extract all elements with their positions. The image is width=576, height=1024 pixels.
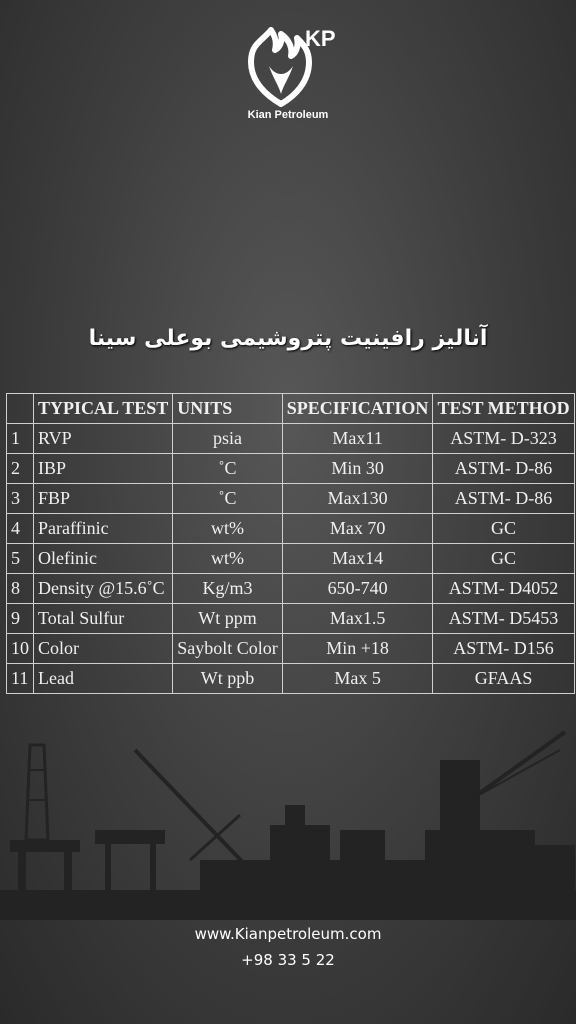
row-spec: Min +18 xyxy=(282,634,433,664)
logo xyxy=(0,22,576,112)
row-spec: Max130 xyxy=(282,484,433,514)
row-method: ASTM- D-86 xyxy=(433,484,574,514)
header-typical-test: TYPICAL TEST xyxy=(34,394,173,424)
row-test: FBP xyxy=(34,484,173,514)
row-test: Olefinic xyxy=(34,544,173,574)
brand-name: Kian Petroleum xyxy=(247,109,329,121)
shield-flame-logo-icon xyxy=(233,22,343,112)
spec-table xyxy=(6,393,575,694)
row-number: 3 xyxy=(7,484,34,514)
row-unit: Wt ppm xyxy=(173,604,283,634)
row-test: Total Sulfur xyxy=(34,604,173,634)
table-row xyxy=(7,664,575,694)
table-row xyxy=(7,544,575,574)
row-test: Color xyxy=(34,634,173,664)
table-row xyxy=(7,484,575,514)
row-unit: ˚C xyxy=(173,454,283,484)
row-test: Lead xyxy=(34,664,173,694)
row-test: RVP xyxy=(34,424,173,454)
row-test: IBP xyxy=(34,454,173,484)
table-row xyxy=(7,454,575,484)
row-number: 8 xyxy=(7,574,34,604)
header-number xyxy=(7,394,34,424)
header-units: UNITS xyxy=(173,394,283,424)
table-row xyxy=(7,604,575,634)
row-method: GC xyxy=(433,514,574,544)
row-spec: Min 30 xyxy=(282,454,433,484)
row-unit: wt% xyxy=(173,544,283,574)
row-unit: wt% xyxy=(173,514,283,544)
row-number: 10 xyxy=(7,634,34,664)
row-method: ASTM- D-86 xyxy=(433,454,574,484)
row-method: ASTM- D4052 xyxy=(433,574,574,604)
row-number: 5 xyxy=(7,544,34,574)
row-unit: ˚C xyxy=(173,484,283,514)
row-number: 9 xyxy=(7,604,34,634)
website-link[interactable]: www.Kianpetroleum.com xyxy=(194,925,382,943)
row-test: Density @15.6˚C xyxy=(34,574,173,604)
offshore-rig-silhouette-icon xyxy=(0,720,576,920)
row-method: ASTM- D-323 xyxy=(433,424,574,454)
row-spec: Max11 xyxy=(282,424,433,454)
row-unit: Wt ppb xyxy=(173,664,283,694)
table-header-row xyxy=(7,394,575,424)
row-number: 11 xyxy=(7,664,34,694)
row-method: GC xyxy=(433,544,574,574)
table-row xyxy=(7,634,575,664)
row-unit: Kg/m3 xyxy=(173,574,283,604)
row-number: 1 xyxy=(7,424,34,454)
row-spec: Max14 xyxy=(282,544,433,574)
row-spec: Max 70 xyxy=(282,514,433,544)
row-spec: Max1.5 xyxy=(282,604,433,634)
table-row xyxy=(7,514,575,544)
row-unit: Saybolt Color xyxy=(173,634,283,664)
table-row xyxy=(7,424,575,454)
row-method: ASTM- D5453 xyxy=(433,604,574,634)
row-test: Paraffinic xyxy=(34,514,173,544)
header-test-method: TEST METHOD xyxy=(433,394,574,424)
row-method: GFAAS xyxy=(433,664,574,694)
row-spec: 650-740 xyxy=(282,574,433,604)
row-number: 4 xyxy=(7,514,34,544)
row-number: 2 xyxy=(7,454,34,484)
logo-monogram: KP xyxy=(305,26,336,51)
row-unit: psia xyxy=(173,424,283,454)
row-method: ASTM- D156 xyxy=(433,634,574,664)
page-title: آنالیز رافینیت پتروشیمی بوعلی سینا xyxy=(88,326,488,351)
row-spec: Max 5 xyxy=(282,664,433,694)
phone-number: +98 33 5 22 xyxy=(241,951,335,969)
header-specification: SPECIFICATION xyxy=(282,394,433,424)
table-row xyxy=(7,574,575,604)
